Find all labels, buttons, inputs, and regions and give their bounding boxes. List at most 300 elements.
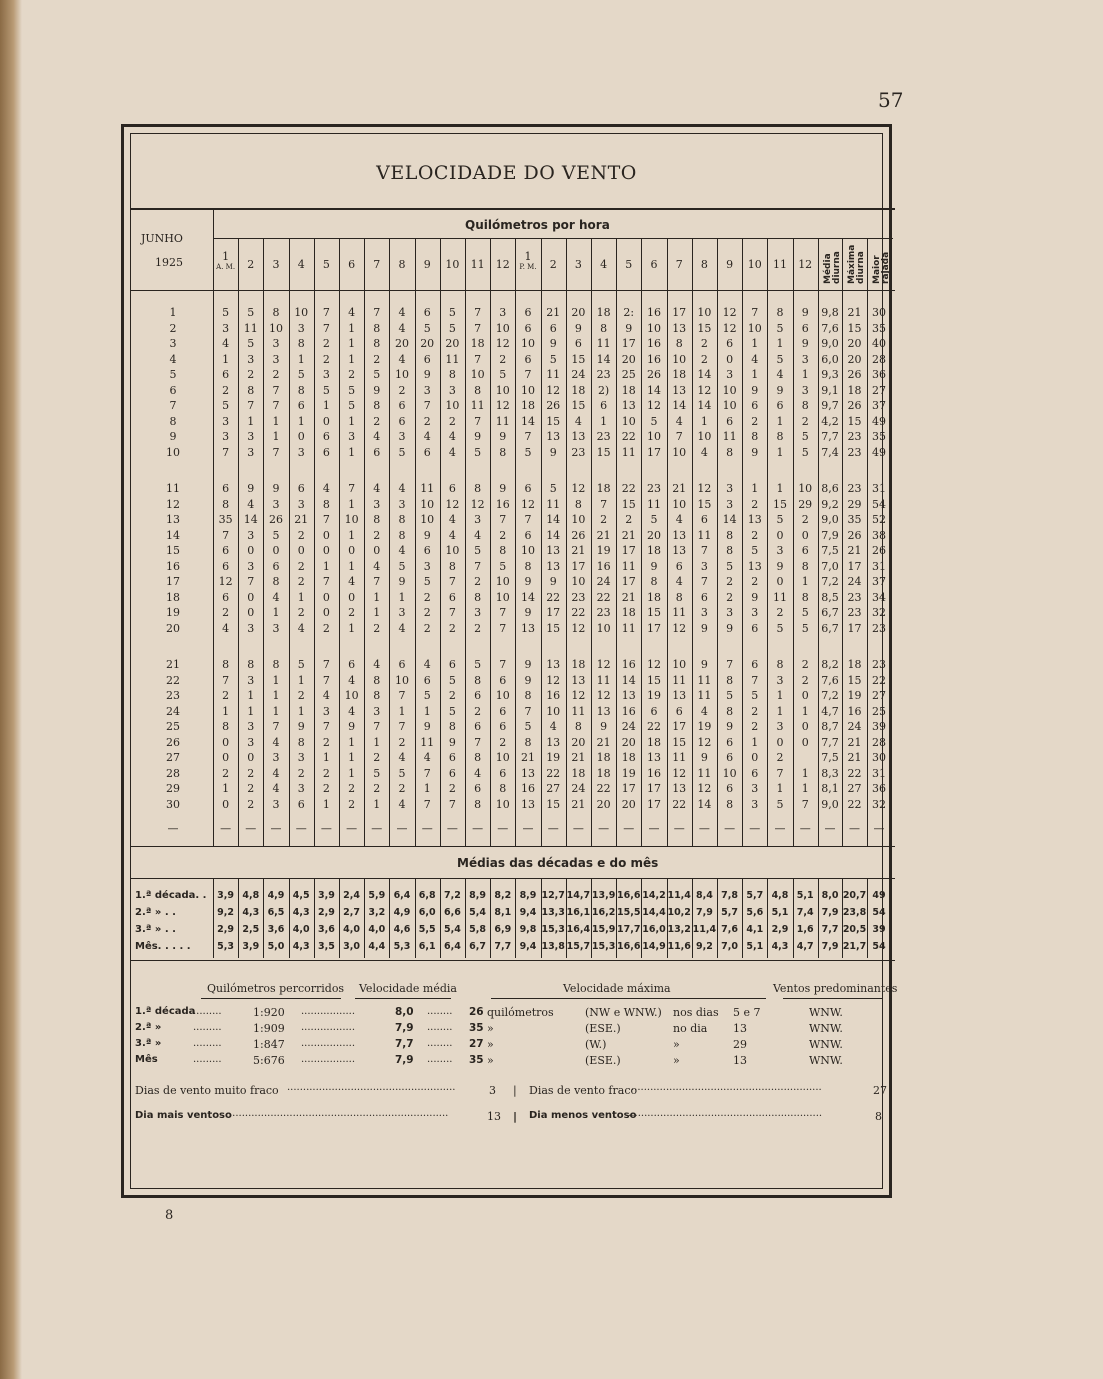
hour-value: 3 xyxy=(272,797,280,811)
hour-value: 3 xyxy=(247,528,255,542)
day-label: 11 xyxy=(166,482,180,495)
hour-value: 3 xyxy=(247,673,255,687)
hour-value: 7 xyxy=(474,414,482,428)
hour-value: 3 xyxy=(726,606,734,619)
day-label: 24 xyxy=(166,704,180,718)
summary-days: 13 xyxy=(733,1022,747,1035)
hour-value: 5 xyxy=(726,559,734,573)
hour-value: 0 xyxy=(776,735,784,749)
hour-value: 20 xyxy=(394,337,409,350)
decade-value: 5,7 xyxy=(721,907,739,918)
decade-value: 14,9 xyxy=(642,941,666,952)
decade-value: 15,7 xyxy=(566,941,591,952)
hour-header: 10 xyxy=(747,258,762,271)
hour-value: 6 xyxy=(448,590,456,604)
stat-value: 49 xyxy=(872,445,887,459)
hour-value: 1 xyxy=(423,782,431,795)
stat-value: 6,7 xyxy=(821,621,839,635)
hour-value: 17 xyxy=(621,544,636,557)
stat-value: 4,2 xyxy=(821,414,839,428)
hour-value: 5 xyxy=(524,445,532,459)
hour-value: 2 xyxy=(398,735,406,749)
decade-value: 8,9 xyxy=(519,890,537,901)
dash-cell: — xyxy=(725,286,735,296)
hour-value: 20 xyxy=(571,306,586,319)
hour-value: 9 xyxy=(524,658,532,671)
hour-value: 1 xyxy=(272,673,280,687)
decade-value: 15,3 xyxy=(591,941,616,952)
hour-value: 7 xyxy=(474,306,482,319)
hour-value: 6 xyxy=(348,658,356,671)
decade-stat: 39 xyxy=(872,924,886,935)
hour-value: 1 xyxy=(348,497,356,511)
hour-value: 4 xyxy=(574,414,582,428)
hour-value: 9 xyxy=(297,720,305,733)
hour-value: 21 xyxy=(621,590,636,604)
hour-value: 6 xyxy=(524,306,532,319)
hour-value: 8 xyxy=(222,497,230,511)
hour-value: 2 xyxy=(247,782,255,795)
hour-value: 2 xyxy=(222,766,230,780)
dash-cell: — xyxy=(295,822,307,835)
hour-value: 0 xyxy=(247,590,255,604)
hour-value: 3 xyxy=(247,445,255,459)
summary-dots: ......... xyxy=(193,1038,222,1049)
hour-value: 6 xyxy=(675,559,683,573)
hour-value: 18 xyxy=(571,383,586,397)
decade-stat: 23,8 xyxy=(842,907,867,918)
hour-value: 13 xyxy=(546,735,561,749)
hour-value: 8 xyxy=(272,575,280,588)
hour-value: 11 xyxy=(445,352,460,366)
hour-value: 12 xyxy=(495,337,510,350)
hour-value: 2 xyxy=(297,766,305,780)
day-label: 25 xyxy=(166,720,180,733)
hour-value: 1 xyxy=(398,590,406,604)
dash-cell: — xyxy=(724,822,736,835)
summary-days: 29 xyxy=(733,1038,747,1051)
hour-value: 6 xyxy=(549,321,557,335)
hour-value: 14 xyxy=(697,368,712,381)
hour-value: 5 xyxy=(776,321,784,335)
dash-cell: — xyxy=(548,286,558,296)
hour-value: 6 xyxy=(499,766,507,780)
hour-value: 1 xyxy=(776,482,784,495)
hour-value: 7 xyxy=(322,575,330,588)
decade-value: 4,8 xyxy=(242,890,260,901)
hour-value: 14 xyxy=(520,590,535,604)
day-label: 12 xyxy=(166,497,180,511)
hour-value: 8 xyxy=(474,673,482,687)
decade-value: 4,9 xyxy=(267,890,285,901)
hour-value: 4 xyxy=(348,575,356,588)
stat-value: 36 xyxy=(872,782,887,795)
hour-value: 4 xyxy=(751,352,759,366)
hour-value: 14 xyxy=(546,513,561,526)
summary-days: 13 xyxy=(733,1054,747,1067)
hour-value: 10 xyxy=(445,399,460,412)
dash-cell: — xyxy=(824,822,836,835)
hour-value: 7 xyxy=(801,797,809,811)
hour-value: 11 xyxy=(621,621,636,635)
hour-value: 11 xyxy=(571,704,586,718)
stat-value: 21 xyxy=(847,544,862,557)
decade-value: 8,9 xyxy=(469,890,487,901)
table-inner-border xyxy=(130,133,898,1189)
hour-value: 4 xyxy=(373,482,381,495)
decade-value: 1,6 xyxy=(796,924,814,935)
hour-value: 2 xyxy=(751,575,759,588)
stat-value: 49 xyxy=(872,414,887,428)
hour-header: 9 xyxy=(423,258,431,271)
hour-value: 18 xyxy=(621,606,636,619)
stat-value: 16 xyxy=(847,704,862,718)
hour-value: 5 xyxy=(423,689,431,702)
hour-value: 3 xyxy=(726,368,734,381)
hour-value: 2 xyxy=(751,704,759,718)
hour-value: 3 xyxy=(222,414,230,428)
stat-value: 27 xyxy=(872,689,887,702)
hour-value: 9 xyxy=(398,575,406,588)
hour-value: 20 xyxy=(621,352,636,366)
hour-value: 7 xyxy=(222,673,230,687)
summary-when: no dia xyxy=(673,1022,708,1035)
hour-value: 2 xyxy=(322,782,330,795)
hour-value: 10 xyxy=(495,383,510,397)
hour-value: 1 xyxy=(373,797,381,811)
decade-value: 16,6 xyxy=(617,890,641,901)
decade-value: 15,9 xyxy=(591,924,616,935)
hour-value: 8 xyxy=(272,306,280,319)
hour-value: 16 xyxy=(621,658,636,671)
stat-value: 40 xyxy=(872,337,887,350)
hour-value: 7 xyxy=(524,513,532,526)
hour-value: 12 xyxy=(546,383,561,397)
hour-value: 0 xyxy=(247,751,255,764)
decade-value: 14,2 xyxy=(642,890,666,901)
hour-value: 15 xyxy=(546,621,561,635)
decade-value: 17,7 xyxy=(617,924,641,935)
hour-value: 8 xyxy=(373,673,381,687)
hour-value: 6 xyxy=(650,704,658,718)
hour-value: 8 xyxy=(474,383,482,397)
hour-value: 0 xyxy=(222,797,230,811)
hour-value: 6 xyxy=(726,414,734,428)
hour-header: 3 xyxy=(574,258,582,271)
hour-value: 4 xyxy=(675,575,683,588)
hour-value: 10 xyxy=(798,482,813,495)
units-label: Quilómetros por hora xyxy=(465,218,610,232)
hour-value: 6 xyxy=(272,559,280,573)
hour-value: 3 xyxy=(423,559,431,573)
summary-km: 1:847 xyxy=(253,1038,285,1051)
stat-value: 9,8 xyxy=(821,306,839,319)
hour-value: 17 xyxy=(672,306,687,319)
hour-value: 4 xyxy=(398,321,406,335)
stat-value: 23 xyxy=(872,621,887,635)
decade-value: 15,5 xyxy=(617,907,641,918)
hour-value: 13 xyxy=(520,766,535,780)
stat-value: 37 xyxy=(872,575,887,588)
hour-value: 11 xyxy=(772,590,787,604)
decade-value: 8,1 xyxy=(494,907,512,918)
summary-dots: ........ xyxy=(427,1054,453,1065)
hour-value: 1 xyxy=(272,689,280,702)
decade-value: 5,8 xyxy=(469,924,487,935)
stat-value: 9,0 xyxy=(821,797,839,811)
dash-cell: — xyxy=(849,822,861,835)
dash-cell: — xyxy=(648,822,660,835)
hour-value: 23 xyxy=(646,482,661,495)
hour-value: 12 xyxy=(571,689,586,702)
hour-value: 7 xyxy=(398,689,406,702)
decade-value: 13,2 xyxy=(667,924,691,935)
hour-value: 3 xyxy=(751,797,759,811)
hour-value: 4 xyxy=(700,704,708,718)
stat-value: 22 xyxy=(847,797,862,811)
hour-value: 5 xyxy=(776,797,784,811)
hour-value: 6 xyxy=(524,528,532,542)
stat-value: 36 xyxy=(872,368,887,381)
decade-stat: 54 xyxy=(872,941,886,952)
hour-value: 6 xyxy=(448,658,456,671)
hour-value: 9 xyxy=(474,430,482,443)
hour-header: 3 xyxy=(272,258,280,271)
hour-value: 12 xyxy=(495,399,510,412)
hour-value: 4 xyxy=(222,621,230,635)
hour-header: 11 xyxy=(772,258,787,271)
hour-value: 11 xyxy=(697,689,712,702)
stat-value: 17 xyxy=(847,621,862,635)
hour-value: 11 xyxy=(596,673,611,687)
hour-value: 17 xyxy=(672,720,687,733)
summary-dots: ........ xyxy=(427,1006,453,1017)
hour-value: 0 xyxy=(348,544,356,557)
dash-cell: — xyxy=(598,822,610,835)
hour-value: 8 xyxy=(776,306,784,319)
hour-value: 21 xyxy=(596,528,611,542)
dash-cell: — xyxy=(245,822,257,835)
hour-value: 5 xyxy=(398,766,406,780)
stat-value: 7,5 xyxy=(821,544,839,557)
hour-value: 8 xyxy=(272,658,280,671)
dash-cell: — xyxy=(270,822,282,835)
dash-cell: — xyxy=(220,822,232,835)
decade-value: 9,2 xyxy=(217,907,235,918)
hour-value: 1 xyxy=(272,704,280,718)
decade-stat: 7,7 xyxy=(821,924,839,935)
hour-value: 21 xyxy=(546,306,561,319)
hour-value: 5 xyxy=(650,414,658,428)
hour-value: 10 xyxy=(495,575,510,588)
hour-value: 6 xyxy=(726,782,734,795)
hour-value: 7 xyxy=(448,575,456,588)
hour-value: 2 xyxy=(348,782,356,795)
hour-value: 3 xyxy=(322,704,330,718)
dash-cell: — xyxy=(572,822,584,835)
hour-value: 3 xyxy=(272,621,280,635)
summary-when: » xyxy=(673,1038,680,1051)
decade-value: 4,3 xyxy=(292,907,310,918)
hour-value: 6 xyxy=(423,673,431,687)
hour-value: 7 xyxy=(474,559,482,573)
hour-value: 8 xyxy=(499,544,507,557)
stat-value: 7,5 xyxy=(821,751,839,764)
decade-label: 3.ª » . . xyxy=(135,924,176,935)
hour-value: 13 xyxy=(621,689,636,702)
hour-value: 1 xyxy=(751,482,759,495)
decades-top-rule xyxy=(131,846,895,847)
stat-value: 26 xyxy=(847,399,862,412)
hour-value: 4 xyxy=(675,414,683,428)
hour-value: 3 xyxy=(726,497,734,511)
hour-value: 2 xyxy=(373,751,381,764)
hour-value: 2 xyxy=(448,782,456,795)
hour-value: 18 xyxy=(596,751,611,764)
hour-value: 0 xyxy=(751,751,759,764)
summary-mean: 8,0 xyxy=(395,1006,414,1018)
hour-value: 13 xyxy=(646,751,661,764)
hour-value: 10 xyxy=(747,321,762,335)
decade-value: 7,6 xyxy=(721,924,739,935)
hour-value: 1 xyxy=(272,430,280,443)
summary-dots: ................. xyxy=(301,1054,356,1065)
hour-value: 8 xyxy=(222,720,230,733)
hour-value: 6 xyxy=(297,399,305,412)
hour-value: 13 xyxy=(546,430,561,443)
hour-value: 2 xyxy=(474,575,482,588)
hour-value: 7 xyxy=(448,797,456,811)
decade-value: 7,7 xyxy=(494,941,512,952)
hour-value: 8 xyxy=(600,321,608,335)
hour-value: 7 xyxy=(524,430,532,443)
hour-value: 2 xyxy=(801,658,809,671)
hour-value: 2 xyxy=(751,414,759,428)
decade-value: 14,7 xyxy=(566,890,591,901)
decade-value: 7,8 xyxy=(721,890,739,901)
hour-value: 8 xyxy=(726,528,734,542)
dash-cell: — xyxy=(674,286,684,296)
stat-value: 18 xyxy=(847,658,862,671)
stat-value: 24 xyxy=(847,720,862,733)
decade-value: 4,9 xyxy=(393,907,411,918)
hour-value: 18 xyxy=(596,766,611,780)
hour-value: 15 xyxy=(546,797,561,811)
summary-unit: » xyxy=(487,1038,494,1051)
hour-value: 0 xyxy=(801,528,809,542)
day-label: 19 xyxy=(166,606,180,619)
hour-value: 7 xyxy=(373,720,381,733)
hour-value: 7 xyxy=(726,658,734,671)
dash-cell: — xyxy=(497,822,509,835)
summary-dots: ........ xyxy=(427,1022,453,1033)
hour-value: 3 xyxy=(700,559,708,573)
very-weak-label: Dias de vento muito fraco xyxy=(135,1084,279,1097)
hour-value: 15 xyxy=(646,606,661,619)
hour-value: 8 xyxy=(474,482,482,495)
hour-value: 8 xyxy=(726,673,734,687)
hour-value: 14 xyxy=(621,673,636,687)
stat-value: 27 xyxy=(847,782,862,795)
hour-value: 3 xyxy=(398,430,406,443)
hour-value: 7 xyxy=(322,658,330,671)
stat-value: 17 xyxy=(847,559,862,573)
dash-cell: — xyxy=(447,286,457,296)
hour-value: 13 xyxy=(672,544,687,557)
dash-cell: — xyxy=(698,822,710,835)
hour-value: 11 xyxy=(621,445,636,459)
hour-value: 8 xyxy=(222,658,230,671)
hour-value: 13 xyxy=(571,673,586,687)
hour-value: 2 xyxy=(398,383,406,397)
hour-value: 6 xyxy=(751,399,759,412)
hour-value: 2 xyxy=(423,590,431,604)
hour-value: 2 xyxy=(448,621,456,635)
hour-value: 8 xyxy=(801,559,809,573)
hour-value: 9 xyxy=(499,482,507,495)
decade-value: 3,6 xyxy=(317,924,335,935)
hour-value: 2 xyxy=(373,621,381,635)
hour-value: 10 xyxy=(697,430,712,443)
hour-value: 1 xyxy=(247,689,255,702)
hour-value: 5 xyxy=(423,575,431,588)
decade-value: 6,5 xyxy=(267,907,285,918)
hour-value: 9 xyxy=(751,383,759,397)
summary-row-label: 3.ª » xyxy=(135,1038,162,1049)
dash-cell: — xyxy=(624,286,634,296)
hour-value: 5 xyxy=(751,689,759,702)
hour-value: 13 xyxy=(546,544,561,557)
hour-value: 4 xyxy=(448,430,456,443)
dash-cell: — xyxy=(397,286,407,296)
hour-value: 2 xyxy=(423,414,431,428)
hour-value: 5 xyxy=(474,544,482,557)
hour-value: 2 xyxy=(474,621,482,635)
page-title: VELOCIDADE DO VENTO xyxy=(376,162,637,184)
summary-row-label: 1.ª década xyxy=(135,1006,196,1017)
stat-value: 31 xyxy=(872,482,887,495)
hour-value: 13 xyxy=(747,513,762,526)
hour-value: 6 xyxy=(222,590,230,604)
hour-value: 4 xyxy=(398,352,406,366)
stat-value: 7,2 xyxy=(821,575,839,588)
decade-value: 6,9 xyxy=(494,924,512,935)
stat-value: 35 xyxy=(872,321,887,335)
hour-value: 11 xyxy=(470,399,485,412)
decade-value: 15,3 xyxy=(541,924,565,935)
hour-value: 26 xyxy=(546,399,561,412)
decade-value: 5,1 xyxy=(796,890,814,901)
hour-value: 12 xyxy=(218,575,233,588)
hour-value: 10 xyxy=(596,621,611,635)
hour-value: 16 xyxy=(546,689,561,702)
hour-value: 10 xyxy=(672,658,687,671)
hour-value: 2 xyxy=(222,689,230,702)
dash-cell: — xyxy=(774,822,786,835)
hour-value: 19 xyxy=(546,751,561,764)
day-label: 13 xyxy=(166,513,180,526)
hour-value: 7 xyxy=(499,606,507,619)
hour-value: 8 xyxy=(322,497,330,511)
decade-value: 4,5 xyxy=(292,890,310,901)
summary-km: 1:909 xyxy=(253,1022,285,1035)
summary-dots: ......... xyxy=(193,1006,222,1017)
hour-value: 5 xyxy=(650,513,658,526)
stat-value: 31 xyxy=(872,766,887,780)
decade-value: 2,9 xyxy=(217,924,235,935)
table-frame xyxy=(121,124,898,1198)
hour-value: 1 xyxy=(222,704,230,718)
